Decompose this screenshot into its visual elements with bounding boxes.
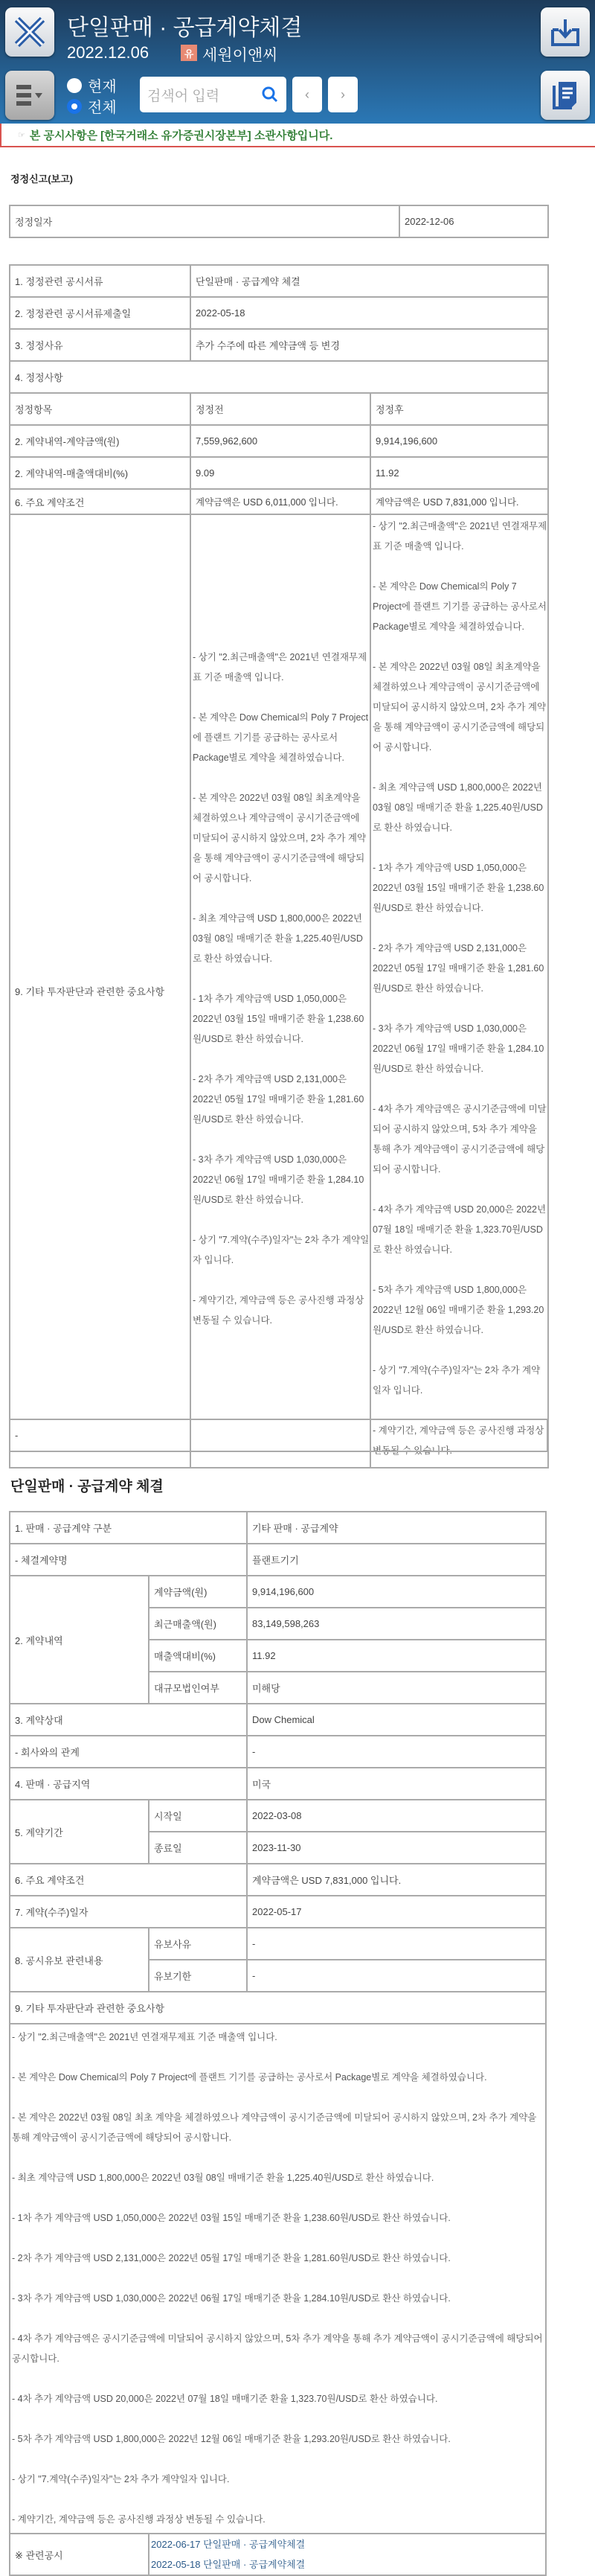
- cell-label: 6. 주요 계약조건: [10, 1864, 247, 1896]
- cell-before: 7,559,962,600: [190, 425, 370, 457]
- cell-label: 1. 정정관련 공시서류: [10, 265, 190, 297]
- note-paragraph: - 본 계약은 2022년 03월 08일 최초계약을 체결하였으나 계약금액이 공시기준금액에 미달되어 공시하지 않았으며, 2차 추가 계약을 통해 계약금액이 공시기준금액에 해당되어 공시합니다.: [373, 662, 547, 752]
- cell-before: 계약금액은 USD 6,011,000 입니다.: [190, 489, 370, 514]
- remark-value: -: [10, 1419, 547, 1451]
- market-badge: 유: [181, 45, 197, 61]
- cell-value: 2022-12-06: [399, 205, 548, 237]
- cell-after: 계약금액은 USD 7,831,000 입니다.: [370, 489, 548, 514]
- cell-label: 9. 기타 투자판단과 관련한 중요사항: [10, 1992, 546, 2024]
- download-icon: [550, 16, 581, 48]
- cell-label: 7. 계약(수주)일자: [10, 1896, 247, 1928]
- cell-value: -: [247, 1736, 546, 1768]
- note-paragraph: - 2차 추가 계약금액 USD 2,131,000은 2022년 05월 17일 매매기준 환율 1,281.60원/USD로 환산 하였습니다.: [193, 1073, 364, 1125]
- cell-value: 11.92: [247, 1640, 546, 1672]
- cell-label: 정정일자: [10, 205, 399, 237]
- list-menu-icon: [15, 82, 45, 109]
- related-label: ※ 관련공시: [10, 2534, 149, 2575]
- cell-label: 2. 계약내역-매출액대비(%): [10, 457, 190, 489]
- radio-current[interactable]: [67, 74, 117, 96]
- cell-sublabel: 유보기한: [149, 1960, 247, 1992]
- note-paragraph: - 3차 추가 계약금액 USD 1,030,000은 2022년 06월 17일 매매기준 환율 1,284.10원/USD로 환산 하였습니다.: [193, 1154, 364, 1205]
- cell-value: Dow Chemical: [247, 1704, 546, 1736]
- pointing-hand-icon: ☞: [18, 130, 25, 140]
- column-header: 정정항목: [10, 393, 190, 425]
- note-paragraph: - 상기 "2.최근매출액"은 2021년 연결재무제표 기준 매출액 입니다.: [373, 521, 547, 552]
- note-paragraph: - 5차 추가 계약금액 USD 1,800,000은 2022년 12월 06일 매매기준 환율 1,293.20원/USD로 환산 하였습니다.: [373, 1285, 544, 1335]
- cell-sublabel: 종료일: [149, 1832, 247, 1864]
- cell-label: 9. 기타 투자판단과 관련한 중요사항: [10, 514, 190, 1468]
- cell-value: 2022-03-08: [247, 1800, 546, 1832]
- document-list-button[interactable]: [541, 71, 590, 120]
- note-paragraph: - 3차 추가 계약금액 USD 1,030,000은 2022년 06월 17일 매매기준 환율 1,284.10원/USD로 환산 하였습니다.: [12, 2293, 451, 2304]
- cell-value: 83,149,598,263: [247, 1608, 546, 1640]
- column-header: 정정전: [190, 393, 370, 425]
- correction-date-table: [9, 205, 549, 238]
- note-paragraph: - 본 계약은 Dow Chemical의 Poly 7 Project에 플랜트 기기를 공급하는 공사로서 Package별로 계약을 체결하였습니다.: [193, 712, 369, 763]
- cell-value: 단일판매 · 공급계약 체결: [190, 265, 548, 297]
- investment-notes: [10, 2024, 546, 2534]
- cell-sublabel: 최근매출액(원): [149, 1608, 247, 1640]
- note-paragraph: - 4차 추가 계약금액은 공시기준금액에 미달되어 공시하지 않았으며, 5차 추가 계약을 통해 추가 계약금액이 공시기준금액에 해당되어 공시합니다.: [12, 2333, 543, 2364]
- note-paragraph: - 4차 추가 계약금액 USD 20,000은 2022년 07월 18일 매매기준 환율 1,323.70원/USD로 환산 하였습니다.: [12, 2394, 438, 2404]
- note-paragraph: - 계약기간, 계약금액 등은 공사진행 과정상 변동될 수 있습니다.: [193, 1294, 364, 1326]
- cell-before: 9.09: [190, 457, 370, 489]
- note-paragraph: - 상기 "7.계약(수주)일자"는 2차 추가 계약일자 입니다.: [373, 1365, 541, 1396]
- radio-label: 전체: [88, 100, 117, 116]
- correction-heading: 정정신고(보고): [10, 173, 74, 185]
- note-paragraph: - 본 계약은 Dow Chemical의 Poly 7 Project에 플랜트 기기를 공급하는 공사로서 Package별로 계약을 체결하였습니다.: [373, 581, 547, 632]
- contract-heading: 단일판매 · 공급계약 체결: [10, 1479, 164, 1495]
- item9-after: [370, 514, 548, 1468]
- note-paragraph: - 본 계약은 2022년 03월 08일 최초 계약을 체결하였으나 계약금액이 공시기준금액에 미달되어 공시하지 않았으며, 2차 추가 계약을 통해 계약금액이 공시기준금액에 해당되어 공시합니다.: [12, 2112, 537, 2143]
- prev-result-button[interactable]: ‹: [292, 77, 322, 112]
- note-paragraph: - 1차 추가 계약금액 USD 1,050,000은 2022년 03월 15일 매매기준 환율 1,238.60원/USD로 환산 하였습니다.: [193, 993, 364, 1044]
- radio-label: 현재: [88, 79, 117, 95]
- note-paragraph: - 1차 추가 계약금액 USD 1,050,000은 2022년 03월 15일 매매기준 환율 1,238.60원/USD로 환산 하였습니다.: [373, 863, 544, 913]
- cell-value: 기타 판매 · 공급계약: [247, 1512, 546, 1544]
- cell-sublabel: 매출액대비(%): [149, 1640, 247, 1672]
- close-button[interactable]: [5, 7, 54, 57]
- company-name: 세원이앤씨: [202, 47, 278, 64]
- note-paragraph: - 최초 계약금액 USD 1,800,000은 2022년 03월 08일 매매기준 환율 1,225.40원/USD로 환산 하였습니다.: [373, 782, 543, 833]
- search-input[interactable]: [140, 77, 286, 112]
- notice-text: 본 공시사항은 [한국거래소 유가증권시장본부] 소관사항입니다.: [29, 129, 333, 142]
- item9-before: [190, 514, 370, 1468]
- note-paragraph: - 최초 계약금액 USD 1,800,000은 2022년 03월 08일 매매기준 환율 1,225.40원/USD로 환산 하였습니다.: [193, 913, 363, 964]
- cell-value: 2022-05-17: [247, 1896, 546, 1928]
- cell-label: - 체결계약명: [10, 1544, 247, 1576]
- cell-label: 2. 계약내역-계약금액(원): [10, 425, 190, 457]
- note-paragraph: - 본 계약은 2022년 03월 08일 최초계약을 체결하였으나 계약금액이 공시기준금액에 미달되어 공시하지 않았으며, 2차 추가 계약을 통해 계약금액이 공시기준금액에 해당되어 공시합니다.: [193, 792, 367, 883]
- contract-table: [9, 1511, 547, 2576]
- cell-label: 3. 계약상대: [10, 1704, 247, 1736]
- close-icon: [13, 15, 47, 49]
- cell-sublabel: 시작일: [149, 1800, 247, 1832]
- jurisdiction-notice: [0, 124, 595, 147]
- cell-sublabel: 계약금액(원): [149, 1576, 247, 1608]
- documents-icon: [550, 80, 581, 111]
- cell-label: 4. 판매 · 공급지역: [10, 1768, 247, 1800]
- cell-value: 2023-11-30: [247, 1832, 546, 1864]
- related-disclosure-link[interactable]: 2022-06-17 단일판매 · 공급계약체결: [151, 2539, 306, 2550]
- note-paragraph: - 3차 추가 계약금액 USD 1,030,000은 2022년 06월 17일 매매기준 환율 1,284.10원/USD로 환산 하였습니다.: [373, 1023, 544, 1074]
- next-result-button[interactable]: ›: [328, 77, 358, 112]
- cell-value: -: [247, 1960, 546, 1992]
- radio-selected-icon: [67, 99, 82, 114]
- cell-after: 9,914,196,600: [370, 425, 548, 457]
- cell-after: 11.92: [370, 457, 548, 489]
- radio-all[interactable]: [67, 95, 117, 117]
- menu-button[interactable]: [5, 71, 54, 120]
- radio-icon: [67, 78, 82, 93]
- correction-table: [9, 264, 549, 1468]
- cell-sublabel: 유보사유: [149, 1928, 247, 1960]
- note-paragraph: - 상기 "2.최근매출액"은 2021년 연결재무제표 기준 매출액 입니다.: [193, 651, 367, 683]
- note-paragraph: - 상기 "7.계약(수주)일자"는 2차 추가 계약일자 입니다.: [12, 2474, 230, 2484]
- related-disclosure-link[interactable]: 2022-05-18 단일판매 · 공급계약체결: [151, 2559, 306, 2570]
- disclosure-title: 단일판매 · 공급계약체결: [67, 16, 303, 40]
- header-bar: [0, 0, 595, 124]
- cell-value: 2022-05-18: [190, 297, 548, 329]
- cell-sublabel: 대규모법인여부: [149, 1672, 247, 1704]
- note-paragraph: - 상기 "2.최근매출액"은 2021년 연결재무제표 기준 매출액 입니다.: [12, 2032, 277, 2042]
- cell-label: 8. 공시유보 관련내용: [10, 1928, 149, 1992]
- note-paragraph: - 상기 "7.계약(수주)일자"는 2차 추가 계약일자 입니다.: [193, 1234, 370, 1265]
- note-paragraph: - 최초 계약금액 USD 1,800,000은 2022년 03월 08일 매매기준 환율 1,225.40원/USD로 환산 하였습니다.: [12, 2173, 434, 2183]
- note-paragraph: - 2차 추가 계약금액 USD 2,131,000은 2022년 05월 17일 매매기준 환율 1,281.60원/USD로 환산 하였습니다.: [12, 2253, 451, 2263]
- column-header: 정정후: [370, 393, 548, 425]
- cell-value: -: [247, 1928, 546, 1960]
- note-paragraph: - 5차 추가 계약금액 USD 1,800,000은 2022년 12월 06일 매매기준 환율 1,293.20원/USD로 환산 하였습니다.: [12, 2434, 451, 2444]
- cell-label: 1. 판매 · 공급계약 구분: [10, 1512, 247, 1544]
- remark-table: [9, 1419, 548, 1452]
- note-paragraph: - 4차 추가 계약금액 USD 20,000은 2022년 07월 18일 매매기준 환율 1,323.70원/USD로 환산 하였습니다.: [373, 1204, 547, 1255]
- download-button[interactable]: [541, 7, 590, 57]
- note-paragraph: - 1차 추가 계약금액 USD 1,050,000은 2022년 03월 15일 매매기준 환율 1,238.60원/USD로 환산 하였습니다.: [12, 2213, 451, 2223]
- note-paragraph: - 계약기간, 계약금액 등은 공사진행 과정상 변동될 수 있습니다.: [12, 2514, 266, 2525]
- search-icon[interactable]: [261, 86, 279, 103]
- section-label: 4. 정정사항: [10, 361, 548, 393]
- note-paragraph: - 본 계약은 Dow Chemical의 Poly 7 Project에 플랜트 기기를 공급하는 공사로서 Package별로 계약을 체결하였습니다.: [12, 2072, 487, 2083]
- search-placeholder: 검색어 입력: [147, 88, 220, 104]
- disclosure-date: 2022.12.06: [67, 43, 149, 62]
- note-paragraph: - 4차 추가 계약금액은 공시기준금액에 미달되어 공시하지 않았으며, 5차 추가 계약을 통해 추가 계약금액이 공시기준금액에 해당되어 공시합니다.: [373, 1104, 547, 1174]
- cell-label: 5. 계약기간: [10, 1800, 149, 1864]
- cell-label: - 회사와의 관계: [10, 1736, 247, 1768]
- cell-label: 2. 계약내역: [10, 1576, 149, 1704]
- note-paragraph: - 계약기간, 계약금액 등은 공사진행 과정상 변동될 수 있습니다.: [373, 1425, 544, 1456]
- cell-value: 계약금액은 USD 7,831,000 입니다.: [247, 1864, 546, 1896]
- cell-label: 6. 주요 계약조건: [10, 489, 190, 514]
- cell-label: 2. 정정관련 공시서류제출일: [10, 297, 190, 329]
- note-paragraph: - 2차 추가 계약금액 USD 2,131,000은 2022년 05월 17일 매매기준 환율 1,281.60원/USD로 환산 하였습니다.: [373, 943, 544, 994]
- cell-value: 미해당: [247, 1672, 546, 1704]
- cell-value: 플랜트기기: [247, 1544, 546, 1576]
- cell-value: 미국: [247, 1768, 546, 1800]
- cell-value: 추가 수주에 따른 계약금액 등 변경: [190, 329, 548, 361]
- cell-value: 9,914,196,600: [247, 1576, 546, 1608]
- cell-label: 3. 정정사유: [10, 329, 190, 361]
